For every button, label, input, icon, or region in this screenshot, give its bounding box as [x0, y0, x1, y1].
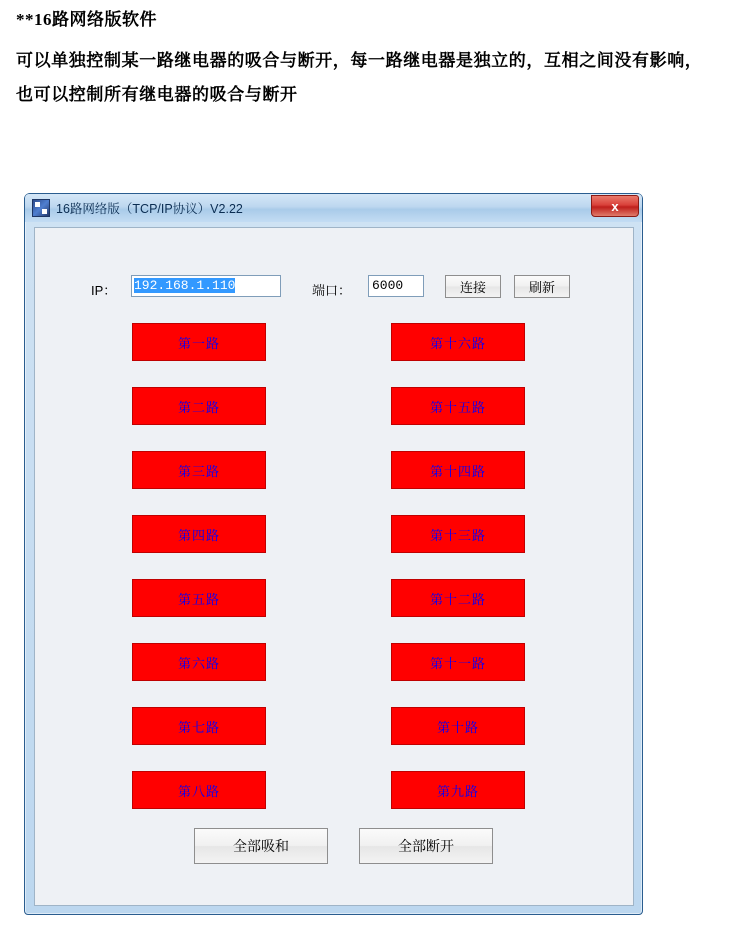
- relay-button-4[interactable]: 第四路: [132, 515, 266, 553]
- relay-button-9[interactable]: 第九路: [391, 771, 525, 809]
- refresh-button[interactable]: 刷新: [514, 275, 570, 298]
- relay-button-6[interactable]: 第六路: [132, 643, 266, 681]
- document-title: **16路网络版软件: [16, 10, 157, 29]
- relay-button-10[interactable]: 第十路: [391, 707, 525, 745]
- connect-button[interactable]: 连接: [445, 275, 501, 298]
- relay-button-11[interactable]: 第十一路: [391, 643, 525, 681]
- relay-button-15[interactable]: 第十五路: [391, 387, 525, 425]
- relay-button-3[interactable]: 第三路: [132, 451, 266, 489]
- application-window: [24, 193, 643, 915]
- title-bar[interactable]: [25, 194, 642, 222]
- ip-input[interactable]: [131, 275, 281, 297]
- port-label: 端口：: [312, 283, 352, 298]
- relay-button-8[interactable]: 第八路: [132, 771, 266, 809]
- app-icon: [32, 199, 50, 217]
- relay-button-12[interactable]: 第十二路: [391, 579, 525, 617]
- ip-input-value: 192.168.1.110: [134, 278, 236, 293]
- relay-button-7[interactable]: 第七路: [132, 707, 266, 745]
- close-icon[interactable]: x: [591, 195, 639, 217]
- relay-button-5[interactable]: 第五路: [132, 579, 266, 617]
- window-title: 16路网络版（TCP/IP协议）V2.22: [56, 202, 243, 216]
- relay-button-14[interactable]: 第十四路: [391, 451, 525, 489]
- all-on-button[interactable]: 全部吸和: [194, 828, 328, 864]
- relay-button-16[interactable]: 第十六路: [391, 323, 525, 361]
- all-off-button[interactable]: 全部断开: [359, 828, 493, 864]
- relay-button-2[interactable]: 第二路: [132, 387, 266, 425]
- connection-row: [35, 275, 633, 301]
- relay-button-1[interactable]: 第一路: [132, 323, 266, 361]
- ip-label: IP：: [91, 283, 117, 298]
- document-paragraph: 可以单独控制某一路继电器的吸合与断开，每一路继电器是独立的，互相之间没有影响，也可以控制所有继电器的吸合与断开: [16, 51, 703, 105]
- window-client-area: [34, 227, 634, 906]
- document-text-block: [0, 0, 751, 112]
- port-input[interactable]: 6000: [368, 275, 424, 297]
- relay-button-13[interactable]: 第十三路: [391, 515, 525, 553]
